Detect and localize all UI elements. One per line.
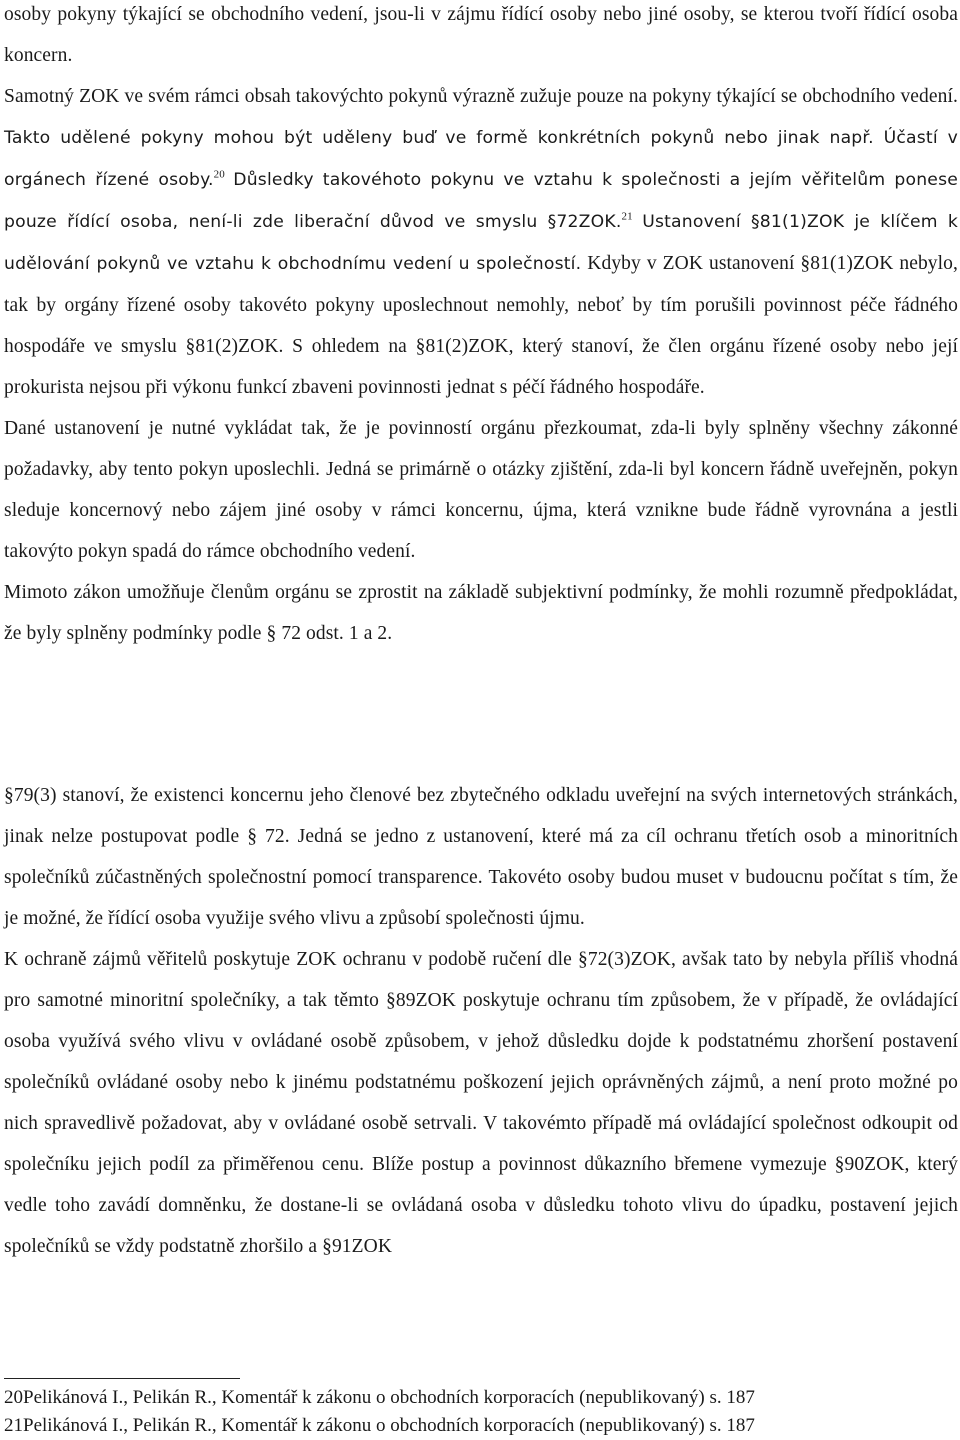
text-run: Mimoto zákon umožňuje členům orgánu se zprostit na základě subjektivní podmínky, že mohli rozumně předpokládat, že byly splněny podmínky podle § 72 odst. 1 a 2. <box>4 582 958 644</box>
text-block-1 <box>4 0 958 654</box>
paragraph <box>4 76 958 408</box>
footnote-ref-20[interactable]: 20 <box>213 168 225 181</box>
text-run: Dané ustanovení je nutné vykládat tak, že je povinností orgánu přezkoumat, zda-li byly splněny všechny zákonné požadavky, aby tento pokyn uposlechli. Jedná se primárně o otázky zjištění, zda-li byl koncern řádně uveřejněn, pokyn sleduje koncernový nebo zájem jiné osoby v rámci koncernu, újma, která vznikne bude řádně vyrovnána a jestli takovýto pokyn spadá do rámce obchodního vedení. <box>4 418 958 562</box>
footnote-21: 21Pelikánová I., Pelikán R., Komentář k zákonu o obchodních korporacích (nepublikovaný) s. 187 <box>4 1415 755 1436</box>
paragraph <box>4 408 958 572</box>
text-run: Samotný ZOK ve svém rámci obsah takovýchto pokynů výrazně zužuje pouze na pokyny týkající se obchodního vedení. <box>4 86 958 107</box>
text-run: Takto udělené pokyny mohou být uděleny buď ve formě konkrétních pokynů nebo jinak např. Účastí v orgánech řízené osoby. <box>4 128 958 190</box>
text-run: Důsledky takovéhoto pokynu ve vztahu k společnosti a jejím věřitelům ponese pouze řídící osoba, není-li zde liberační důvod ve smyslu §72ZOK. <box>4 170 959 232</box>
paragraph <box>4 939 958 1267</box>
text-run: Ustanovení §81(1)ZOK je klíčem k udělování pokynů ve vztahu k obchodnímu vedení u společností. <box>4 212 959 274</box>
text-run: osoby pokyny týkající se obchodního vedení, jsou-li v zájmu řídící osoby nebo jiné osoby, se kterou tvoří řídící osoba koncern. <box>4 4 958 66</box>
footnote-separator <box>4 1378 240 1379</box>
text-run: §79(3) stanoví, že existenci koncernu jeho členové bez zbytečného odkladu uveřejní na svých internetových stránkách, jinak nelze postupovat podle § 72. Jedná se jedno z ustanovení, které má za cíl ochranu třetích osob a minoritních společníků zúčastněných společnostní pomocí transparence. Takovéto osoby budou muset v budoucnu počítat s tím, že je možné, že řídící osoba využije svého vlivu a způsobí společnosti újmu. <box>4 785 958 929</box>
text-run: Kdyby v ZOK ustanovení §81(1)ZOK nebylo, tak by orgány řízené osoby takovéto pokyny uposlechnout nemohly, neboť by tím porušili povinnost péče řádného hospodáře ve smyslu §81(2)ZOK. S ohledem na §81(2)ZOK, který stanoví, že člen orgánu řízené osoby nebo její prokurista nejsou při výkonu funkcí zbaveni povinnosti jednat s péčí řádného hospodáře. <box>4 253 959 398</box>
paragraph <box>4 572 958 654</box>
text-block-2 <box>4 775 958 1267</box>
footnotes <box>4 1384 958 1440</box>
text-run: K ochraně zájmů věřitelů poskytuje ZOK ochranu v podobě ručení dle §72(3)ZOK, avšak tato by nebyla příliš vhodná pro samotné minoritní společníky, a tak těmto §89ZOK poskytuje ochranu tím způsobem, že v případě, že ovládající osoba využívá svého vlivu v ovládané osobě způsobem, v jehož důsledku dojde k podstatnému zhoršení postavení společníků ovládané osoby nebo k jinému podstatnému poškození jejich oprávněných zájmů, a není proto možné po nich spravedlivě požadovat, aby v ovládané osobě setrvali. V takovémto případě má ovládající společnost odkoupit od společníku jejich podíl za přiměřenou cenu. Blíže postup a povinnost důkazního břemene vymezuje §90ZOK, který vedle toho zavádí domněnku, že dostane-li se ovládaná osoba v důsledku tohoto vlivu do úpadku, postavení jejich společníků se vždy podstatně zhoršilo a §91ZOK <box>4 949 958 1257</box>
paragraph <box>4 775 958 939</box>
footnote-ref-21[interactable]: 21 <box>621 210 633 223</box>
paragraph <box>4 0 958 76</box>
footnote-20: 20Pelikánová I., Pelikán R., Komentář k zákonu o obchodních korporacích (nepublikovaný) s. 187 <box>4 1387 755 1408</box>
